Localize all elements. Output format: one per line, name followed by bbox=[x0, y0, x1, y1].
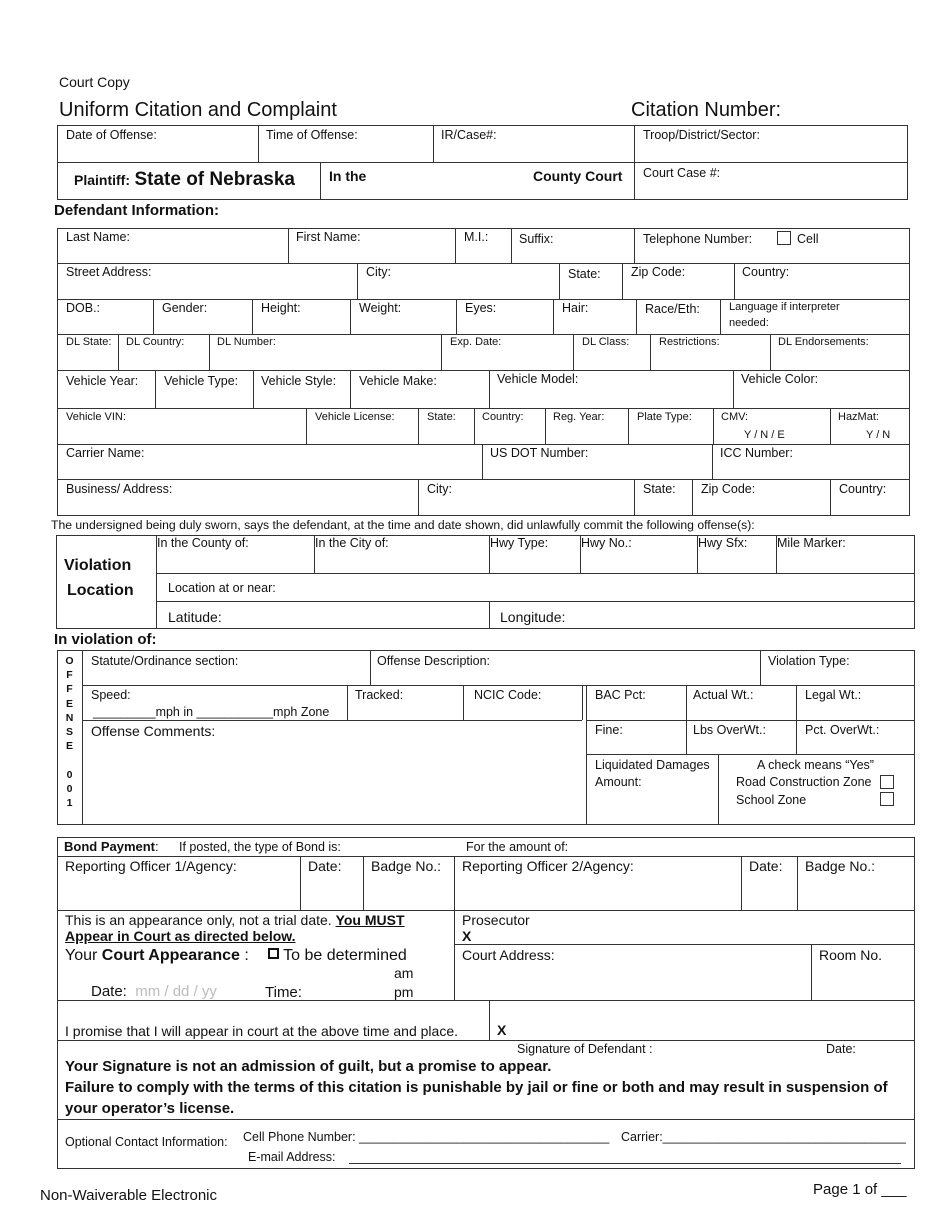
dl-country-field[interactable]: DL Country: bbox=[126, 336, 185, 348]
troop-field[interactable]: Troop/District/Sector: bbox=[643, 128, 760, 142]
date-slash-2: / bbox=[193, 983, 198, 1000]
officer2-date-field[interactable]: Date: bbox=[749, 858, 783, 874]
notice-line-3: your operator’s license. bbox=[65, 1100, 235, 1117]
statute-field[interactable]: Statute/Ordinance section: bbox=[91, 654, 239, 668]
appearance-notice bbox=[65, 912, 405, 928]
date-slash-1: / bbox=[164, 983, 169, 1000]
liquidated-amount-field[interactable]: Amount: bbox=[595, 775, 642, 789]
street-address-field[interactable]: Street Address: bbox=[66, 265, 152, 279]
location-near-field[interactable]: Location at or near: bbox=[168, 581, 276, 595]
usdot-field[interactable]: US DOT Number: bbox=[490, 446, 589, 460]
latitude-field[interactable]: Latitude: bbox=[168, 609, 222, 625]
offense-side-char: 0 bbox=[66, 782, 73, 795]
year-placeholder: yy bbox=[201, 983, 217, 1000]
bond-payment-label: Bond Payment bbox=[64, 839, 156, 854]
officer1-date-field[interactable]: Date: bbox=[308, 858, 342, 874]
court-appearance-colon: : bbox=[244, 947, 249, 964]
offense-side-char: E bbox=[65, 740, 73, 753]
ncic-code-field[interactable]: NCIC Code: bbox=[474, 688, 542, 702]
signature-date-field[interactable]: Date: bbox=[826, 1042, 856, 1056]
court-case-field[interactable]: Court Case #: bbox=[643, 166, 721, 180]
hazmat-options[interactable]: Y / N bbox=[866, 429, 891, 441]
offense-side-char: S bbox=[65, 726, 73, 739]
bond-payment-row: Bond Payment: bbox=[64, 839, 159, 854]
court-copy-label: Court Copy bbox=[59, 74, 130, 90]
tbd-checkbox[interactable] bbox=[268, 948, 279, 959]
business-state-field[interactable]: State: bbox=[643, 482, 676, 496]
signature-of-defendant-label: Signature of Defendant : bbox=[517, 1042, 653, 1056]
business-country-field[interactable]: Country: bbox=[839, 482, 887, 496]
offense-side-label bbox=[57, 654, 82, 810]
first-name-field[interactable]: First Name: bbox=[296, 230, 361, 244]
telephone-field[interactable]: Telephone Number: bbox=[643, 232, 753, 246]
must-text: You MUST bbox=[335, 912, 405, 928]
offense-side-char: F bbox=[66, 683, 73, 696]
notice-line-1: Your Signature is not an admission of guilt, but a promise to appear. bbox=[65, 1058, 552, 1075]
dl-endorsements-field[interactable]: DL Endorsements: bbox=[778, 336, 869, 348]
hwy-no-field[interactable]: Hwy No.: bbox=[581, 536, 632, 550]
plaintiff-label: Plaintiff: bbox=[74, 172, 130, 188]
county-court-label: County Court bbox=[533, 168, 623, 184]
vehicle-style-field[interactable]: Vehicle Style: bbox=[261, 374, 337, 388]
court-appearance-label: Court Appearance bbox=[101, 947, 240, 964]
business-city-field[interactable]: City: bbox=[427, 482, 452, 496]
am-option[interactable]: am bbox=[394, 965, 414, 981]
email-field-line[interactable] bbox=[349, 1163, 901, 1164]
longitude-field[interactable]: Longitude: bbox=[500, 609, 566, 625]
city-of-field[interactable]: In the City of: bbox=[315, 536, 389, 550]
appearance-time-field[interactable]: Time: bbox=[265, 984, 302, 1001]
pct-overwt-field[interactable]: Pct. OverWt.: bbox=[805, 723, 880, 737]
vehicle-country-field[interactable]: Country: bbox=[482, 411, 524, 423]
tracked-field[interactable]: Tracked: bbox=[355, 688, 404, 702]
room-no-field[interactable]: Room No. bbox=[819, 947, 883, 963]
day-placeholder: dd bbox=[172, 983, 190, 1000]
restrictions-field[interactable]: Restrictions: bbox=[659, 336, 720, 348]
sworn-statement: The undersigned being duly sworn, says the defendant, at the time and date shown, did unlawfully commit the following offense(s): bbox=[51, 518, 755, 532]
optional-contact-label: Optional Contact Information: bbox=[65, 1135, 228, 1149]
violation-title: Violation bbox=[64, 557, 132, 574]
plaintiff-value: State of Nebraska bbox=[134, 169, 295, 190]
reg-year-field[interactable]: Reg. Year: bbox=[553, 411, 605, 423]
language-label-2[interactable]: needed: bbox=[729, 317, 769, 329]
speed-label: Speed: bbox=[91, 688, 131, 702]
prosecutor-label: Prosecutor bbox=[462, 912, 530, 928]
vehicle-license-field[interactable]: Vehicle License: bbox=[315, 411, 395, 423]
liquidated-damages-label: Liquidated Damages bbox=[595, 758, 710, 772]
offense-side-char: N bbox=[65, 711, 74, 724]
dl-number-field[interactable]: DL Number: bbox=[217, 336, 276, 348]
speed-zone-field[interactable]: _________mph in ___________mph Zone bbox=[93, 705, 330, 719]
tbd-label: To be determined bbox=[283, 947, 407, 964]
appearance-date-field[interactable] bbox=[91, 983, 217, 1000]
plaintiff bbox=[74, 169, 295, 191]
mile-marker-field[interactable]: Mile Marker: bbox=[777, 536, 846, 550]
vehicle-year-field[interactable]: Vehicle Year: bbox=[66, 374, 139, 388]
offense-side-char: E bbox=[65, 697, 73, 710]
bond-amount-field[interactable]: For the amount of: bbox=[466, 840, 569, 854]
race-field[interactable]: Race/Eth: bbox=[645, 302, 700, 316]
hair-field[interactable]: Hair: bbox=[562, 301, 589, 315]
vehicle-state-field[interactable]: State: bbox=[427, 411, 456, 423]
cell-label: Cell bbox=[797, 232, 819, 246]
cmv-field[interactable]: CMV: bbox=[721, 411, 749, 423]
bac-field[interactable]: BAC Pct: bbox=[595, 688, 646, 702]
ir-case-field[interactable]: IR/Case#: bbox=[441, 128, 497, 142]
your-label: Your bbox=[65, 947, 98, 964]
offense-side-char: 0 bbox=[66, 768, 73, 781]
cmv-options[interactable]: Y / N / E bbox=[744, 429, 785, 441]
offense-side-char bbox=[57, 753, 82, 767]
carrier-name-field[interactable]: Carrier Name: bbox=[66, 446, 145, 460]
violation-type-field[interactable]: Violation Type: bbox=[768, 654, 850, 668]
location-title: Location bbox=[67, 582, 134, 599]
page-number: Page 1 of ___ bbox=[813, 1181, 907, 1198]
carrier-field[interactable]: Carrier:___________________________________ bbox=[621, 1130, 906, 1144]
date-label: Date: bbox=[91, 983, 127, 1000]
road-construction-checkbox[interactable] bbox=[880, 775, 894, 789]
form-title: Uniform Citation and Complaint bbox=[59, 99, 337, 121]
fine-field[interactable]: Fine: bbox=[595, 723, 623, 737]
prosecutor-signature[interactable]: X bbox=[462, 928, 472, 944]
cell-checkbox[interactable] bbox=[777, 231, 791, 245]
cell-phone-field[interactable]: Cell Phone Number: ____________________________________ bbox=[243, 1130, 610, 1144]
vehicle-color-field[interactable]: Vehicle Color: bbox=[741, 372, 819, 386]
gender-field[interactable]: Gender: bbox=[162, 301, 208, 315]
offense-side-char: 1 bbox=[66, 797, 73, 810]
dl-state-field[interactable]: DL State: bbox=[66, 336, 112, 348]
officer2-badge-field[interactable]: Badge No.: bbox=[805, 858, 876, 874]
icc-field[interactable]: ICC Number: bbox=[720, 446, 793, 460]
pm-option[interactable]: pm bbox=[394, 984, 414, 1000]
time-of-offense-field[interactable]: Time of Offense: bbox=[266, 128, 358, 142]
country-field[interactable]: Country: bbox=[742, 265, 790, 279]
school-zone-label: School Zone bbox=[736, 793, 807, 807]
defendant-heading: Defendant Information: bbox=[54, 202, 219, 219]
appearance-only-text: This is an appearance only, not a trial date. bbox=[65, 912, 332, 928]
officer1-badge-field[interactable]: Badge No.: bbox=[371, 858, 442, 874]
school-zone-checkbox[interactable] bbox=[880, 792, 894, 806]
language-label-1: Language if interpreter bbox=[729, 301, 840, 313]
plate-type-field[interactable]: Plate Type: bbox=[637, 411, 692, 423]
lbs-overwt-field[interactable]: Lbs OverWt.: bbox=[693, 723, 766, 737]
date-of-offense-field[interactable]: Date of Offense: bbox=[66, 128, 157, 142]
check-means-yes: A check means “Yes” bbox=[757, 758, 874, 772]
offense-side-char: O bbox=[65, 655, 74, 667]
to-be-determined-option[interactable] bbox=[268, 947, 407, 965]
exp-date-field[interactable]: Exp. Date: bbox=[450, 336, 502, 348]
hazmat-field[interactable]: HazMat: bbox=[838, 411, 879, 423]
dl-class-field[interactable]: DL Class: bbox=[582, 336, 630, 348]
vehicle-type-field[interactable]: Vehicle Type: bbox=[164, 374, 239, 388]
bond-type-field[interactable]: If posted, the type of Bond is: bbox=[179, 840, 341, 854]
vehicle-model-field[interactable]: Vehicle Model: bbox=[497, 372, 579, 386]
height-field[interactable]: Height: bbox=[261, 301, 301, 315]
footer-left: Non-Waiverable Electronic bbox=[40, 1187, 218, 1204]
city-field[interactable]: City: bbox=[366, 265, 391, 279]
legal-wt-field[interactable]: Legal Wt.: bbox=[805, 688, 862, 702]
court-address-field[interactable]: Court Address: bbox=[462, 947, 555, 963]
actual-wt-field[interactable]: Actual Wt.: bbox=[693, 688, 754, 702]
weight-field[interactable]: Weight: bbox=[359, 301, 402, 315]
month-placeholder: mm bbox=[135, 983, 161, 1000]
officer1-field[interactable]: Reporting Officer 1/Agency: bbox=[65, 858, 237, 874]
offense-comments-field[interactable]: Offense Comments: bbox=[91, 723, 216, 739]
zip-field[interactable]: Zip Code: bbox=[631, 265, 686, 279]
state-field[interactable]: State: bbox=[568, 267, 601, 281]
citation-number-label: Citation Number: bbox=[631, 99, 782, 121]
promise-statement: I promise that I will appear in court at the above time and place. bbox=[65, 1023, 458, 1039]
business-address-field[interactable]: Business/ Address: bbox=[66, 482, 173, 496]
in-the-label: In the bbox=[329, 168, 367, 184]
hwy-type-field[interactable]: Hwy Type: bbox=[490, 536, 549, 550]
road-construction-label: Road Construction Zone bbox=[736, 775, 872, 789]
last-name-field[interactable]: Last Name: bbox=[66, 230, 130, 244]
vehicle-make-field[interactable]: Vehicle Make: bbox=[359, 374, 437, 388]
offense-description-field[interactable]: Offense Description: bbox=[377, 654, 491, 668]
appear-as-directed-text: Appear in Court as directed below. bbox=[65, 928, 296, 944]
officer2-field[interactable]: Reporting Officer 2/Agency: bbox=[462, 858, 634, 874]
dob-field[interactable]: DOB.: bbox=[66, 301, 101, 315]
eyes-field[interactable]: Eyes: bbox=[465, 301, 497, 315]
court-appearance-row bbox=[65, 947, 249, 965]
email-label: E-mail Address: bbox=[248, 1150, 336, 1164]
mi-field[interactable]: M.I.: bbox=[464, 230, 489, 244]
in-violation-heading: In violation of: bbox=[54, 631, 157, 648]
defendant-signature[interactable]: X bbox=[497, 1022, 507, 1038]
hwy-sfx-field[interactable]: Hwy Sfx: bbox=[698, 536, 748, 550]
notice-line-2: Failure to comply with the terms of this citation is punishable by jail or fine or both and may result in suspension of bbox=[65, 1079, 888, 1096]
county-of-field[interactable]: In the County of: bbox=[157, 536, 249, 550]
offense-side-char: F bbox=[66, 669, 73, 682]
suffix-field[interactable]: Suffix: bbox=[519, 232, 554, 246]
vin-field[interactable]: Vehicle VIN: bbox=[66, 411, 126, 423]
business-zip-field[interactable]: Zip Code: bbox=[701, 482, 756, 496]
